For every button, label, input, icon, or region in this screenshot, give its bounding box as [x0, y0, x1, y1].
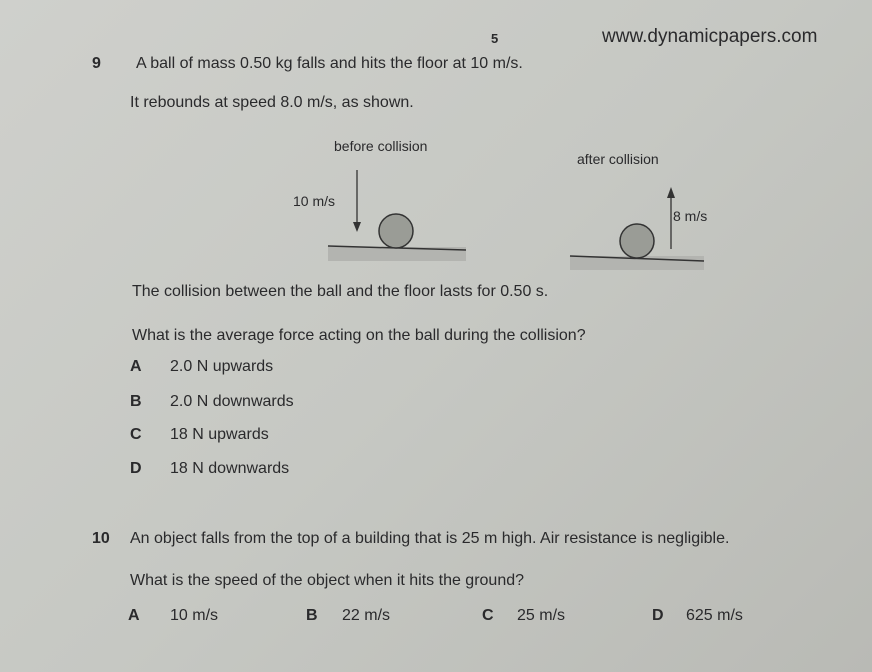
question-10-number: 10 — [92, 530, 110, 547]
after-collision-label: after collision — [577, 151, 659, 167]
website-url: www.dynamicpapers.com — [602, 26, 818, 47]
page-number: 5 — [491, 31, 499, 46]
ball-after — [620, 224, 654, 258]
option-letter: B — [130, 393, 142, 410]
option-text: 25 m/s — [517, 607, 566, 624]
up-arrow-icon — [667, 187, 675, 249]
option-letter: D — [130, 460, 142, 477]
option-letter: C — [130, 426, 142, 443]
after-speed-label: 8 m/s — [673, 208, 708, 224]
option-letter: C — [482, 607, 494, 624]
option-text: 18 N upwards — [170, 426, 269, 443]
question-9-line-3: The collision between the ball and the floor lasts for 0.50 s. — [132, 283, 549, 300]
option-text: 22 m/s — [342, 607, 391, 624]
option-text: 625 m/s — [686, 607, 743, 624]
option-text: 2.0 N downwards — [170, 393, 294, 410]
ball-before — [379, 214, 413, 248]
option-letter: A — [128, 607, 140, 624]
question-10-prompt: What is the speed of the object when it hits the ground? — [130, 572, 525, 589]
question-9-number: 9 — [92, 55, 101, 72]
question-9-prompt: What is the average force acting on the ball during the collision? — [132, 327, 586, 344]
question-9-line-1: A ball of mass 0.50 kg falls and hits the floor at 10 m/s. — [136, 55, 523, 72]
option-letter: D — [652, 607, 664, 624]
before-collision-label: before collision — [334, 138, 428, 154]
before-speed-label: 10 m/s — [293, 193, 336, 209]
question-9-line-2: It rebounds at speed 8.0 m/s, as shown. — [130, 94, 414, 111]
question-10-line-1: An object falls from the top of a building that is 25 m high. Air resistance is negligible. — [130, 530, 730, 547]
option-text: 10 m/s — [170, 607, 219, 624]
option-text: 2.0 N upwards — [170, 358, 274, 375]
option-letter: B — [306, 607, 318, 624]
down-arrow-icon — [353, 170, 361, 232]
option-letter: A — [130, 358, 142, 375]
option-text: 18 N downwards — [170, 460, 290, 477]
